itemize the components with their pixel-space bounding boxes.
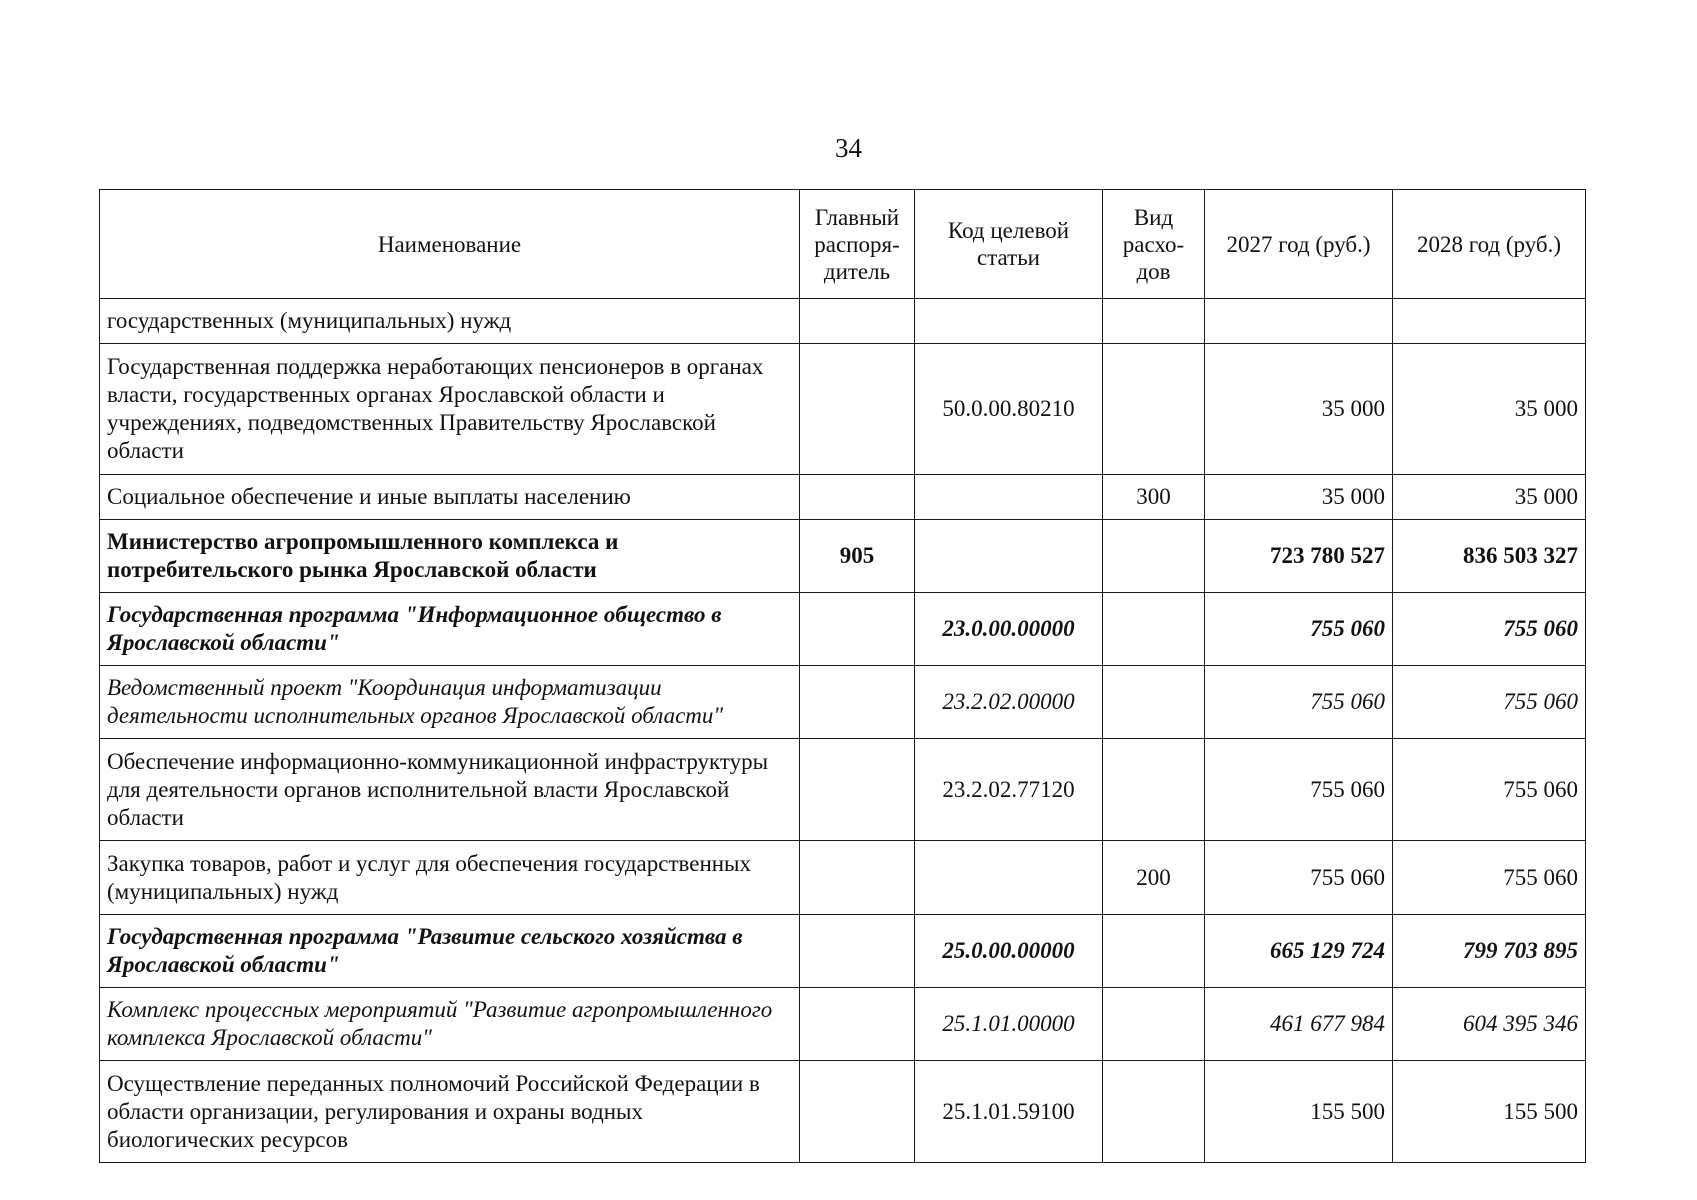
cell-2028: 755 060 xyxy=(1393,841,1586,915)
cell-2027: 723 780 527 xyxy=(1205,520,1393,593)
cell-2028 xyxy=(1393,299,1586,344)
table-row xyxy=(100,841,1586,915)
cell-2027: 755 060 xyxy=(1205,593,1393,666)
cell-2028: 155 500 xyxy=(1393,1061,1586,1163)
cell-administrator xyxy=(800,666,915,739)
table-row xyxy=(100,299,1586,344)
cell-2028: 755 060 xyxy=(1393,666,1586,739)
cell-2027: 35 000 xyxy=(1205,344,1393,475)
cell-type xyxy=(1103,344,1205,475)
cell-type: 200 xyxy=(1103,841,1205,915)
cell-2027: 665 129 724 xyxy=(1205,915,1393,988)
cell-administrator: 905 xyxy=(800,520,915,593)
cell-code xyxy=(915,520,1103,593)
cell-2028: 836 503 327 xyxy=(1393,520,1586,593)
cell-name: Обеспечение информационно-коммуникационной инфраструктуры для деятельности органов исполнительной власти Ярославской области xyxy=(100,739,800,841)
cell-2027: 755 060 xyxy=(1205,666,1393,739)
cell-type xyxy=(1103,739,1205,841)
cell-code: 25.0.00.00000 xyxy=(915,915,1103,988)
cell-type xyxy=(1103,988,1205,1061)
cell-type xyxy=(1103,520,1205,593)
cell-2027 xyxy=(1205,299,1393,344)
cell-administrator xyxy=(800,915,915,988)
cell-administrator xyxy=(800,593,915,666)
cell-name: Закупка товаров, работ и услуг для обеспечения государственных (муниципальных) нужд xyxy=(100,841,800,915)
table-row xyxy=(100,988,1586,1061)
cell-name: Министерство агропромышленного комплекса и потребительского рынка Ярославской области xyxy=(100,520,800,593)
cell-code: 23.2.02.00000 xyxy=(915,666,1103,739)
cell-2028: 755 060 xyxy=(1393,739,1586,841)
cell-code: 25.1.01.59100 xyxy=(915,1061,1103,1163)
table-header-row xyxy=(100,190,1586,299)
cell-code: 50.0.00.80210 xyxy=(915,344,1103,475)
cell-name: Государственная программа "Информационное общество в Ярославской области" xyxy=(100,593,800,666)
cell-name: Государственная поддержка неработающих пенсионеров в органах власти, государственных органах Ярославской области и учреждениях, подведомственных Правительству Ярославской области xyxy=(100,344,800,475)
cell-2027: 461 677 984 xyxy=(1205,988,1393,1061)
header-administrator: Главный распоря-дитель xyxy=(800,190,915,299)
table-row xyxy=(100,593,1586,666)
cell-name: Социальное обеспечение и иные выплаты населению xyxy=(100,475,800,520)
cell-type xyxy=(1103,666,1205,739)
page-number: 34 xyxy=(835,133,862,163)
header-target-code: Код целевой статьи xyxy=(915,190,1103,299)
cell-administrator xyxy=(800,841,915,915)
cell-administrator xyxy=(800,988,915,1061)
cell-name: Комплекс процессных мероприятий "Развитие агропромышленного комплекса Ярославской области" xyxy=(100,988,800,1061)
table-row xyxy=(100,739,1586,841)
cell-type: 300 xyxy=(1103,475,1205,520)
cell-2027: 755 060 xyxy=(1205,739,1393,841)
table-row xyxy=(100,666,1586,739)
cell-code xyxy=(915,475,1103,520)
table-row xyxy=(100,520,1586,593)
cell-code: 23.2.02.77120 xyxy=(915,739,1103,841)
table-row xyxy=(100,475,1586,520)
cell-type xyxy=(1103,1061,1205,1163)
cell-administrator xyxy=(800,299,915,344)
cell-type xyxy=(1103,915,1205,988)
cell-2028: 604 395 346 xyxy=(1393,988,1586,1061)
header-name: Наименование xyxy=(100,190,800,299)
cell-administrator xyxy=(800,739,915,841)
cell-2028: 799 703 895 xyxy=(1393,915,1586,988)
cell-code: 25.1.01.00000 xyxy=(915,988,1103,1061)
cell-2027: 155 500 xyxy=(1205,1061,1393,1163)
cell-type xyxy=(1103,299,1205,344)
header-year-2028: 2028 год (руб.) xyxy=(1393,190,1586,299)
table-row xyxy=(100,1061,1586,1163)
cell-name: Ведомственный проект "Координация информатизации деятельности исполнительных органов Ярославской области" xyxy=(100,666,800,739)
cell-2027: 35 000 xyxy=(1205,475,1393,520)
cell-2028: 755 060 xyxy=(1393,593,1586,666)
budget-table xyxy=(99,189,1586,1163)
cell-2028: 35 000 xyxy=(1393,344,1586,475)
table-row xyxy=(100,344,1586,475)
cell-code xyxy=(915,841,1103,915)
cell-name: Государственная программа "Развитие сельского хозяйства в Ярославской области" xyxy=(100,915,800,988)
header-expense-type: Вид расхо-дов xyxy=(1103,190,1205,299)
cell-administrator xyxy=(800,1061,915,1163)
cell-administrator xyxy=(800,344,915,475)
cell-code xyxy=(915,299,1103,344)
cell-2028: 35 000 xyxy=(1393,475,1586,520)
cell-administrator xyxy=(800,475,915,520)
cell-type xyxy=(1103,593,1205,666)
cell-name: государственных (муниципальных) нужд xyxy=(100,299,800,344)
cell-name: Осуществление переданных полномочий Российской Федерации в области организации, регулирования и охраны водных биологических ресурсов xyxy=(100,1061,800,1163)
table-row xyxy=(100,915,1586,988)
cell-2027: 755 060 xyxy=(1205,841,1393,915)
cell-code: 23.0.00.00000 xyxy=(915,593,1103,666)
header-year-2027: 2027 год (руб.) xyxy=(1205,190,1393,299)
